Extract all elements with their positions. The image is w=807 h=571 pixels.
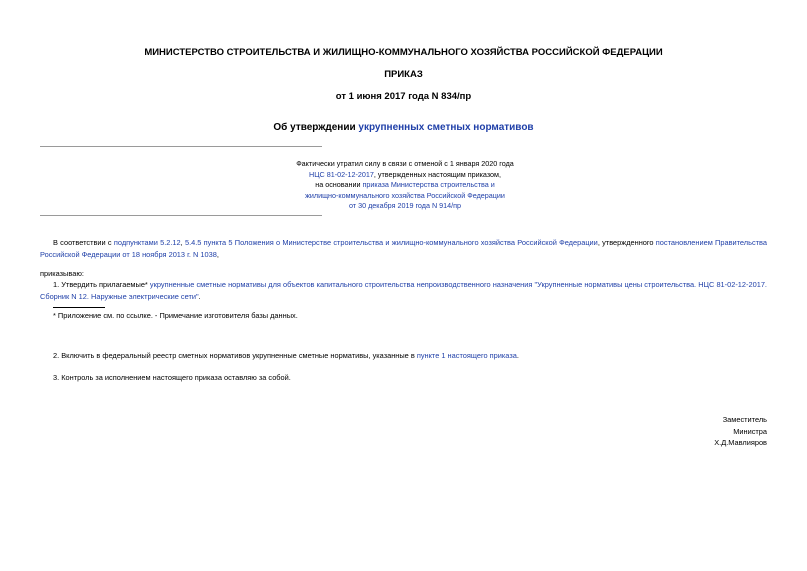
document-title	[40, 122, 767, 133]
divider-top	[40, 146, 322, 147]
signature-name: Х.Д.Мавлияров	[714, 438, 767, 447]
preamble-text-3: , утвержденного	[597, 238, 656, 247]
doc-type-heading: ПРИКАЗ	[384, 69, 423, 80]
status-note	[190, 159, 620, 212]
point-1-link[interactable]: пункте 1 настоящего приказа	[416, 351, 517, 360]
order-link-part3[interactable]: от 30 декабря 2019 года N 914/пр	[348, 201, 462, 210]
footnote: * Приложение см. по ссылке. - Примечание изготовителя базы данных.	[53, 311, 298, 320]
ncs-link[interactable]: НЦС 81-02-12-2017	[309, 169, 374, 179]
title-link[interactable]: укрупненных сметных нормативов	[358, 122, 534, 133]
status-note-line3-text: на основании	[315, 180, 363, 189]
status-note-line1: Фактически утратил силу в связи с отменой с 1 января 2020 года	[296, 159, 514, 168]
preamble-text-2: ,	[180, 238, 185, 247]
footnote-divider	[53, 307, 105, 308]
status-note-line2	[190, 170, 620, 181]
order-word: приказываю:	[40, 269, 84, 278]
item-1-text-2: .	[198, 292, 201, 301]
preamble-paragraph	[40, 237, 767, 261]
item-1-paragraph	[40, 279, 767, 303]
status-note-line2-text: , утвержденных настоящим приказом,	[373, 169, 501, 179]
government-decree-link[interactable]: постановлением Правительства Российской Федерации от 18 ноября 2013 г. N 1038	[40, 238, 767, 259]
subparagraph-link[interactable]: подпунктами 5.2.12	[113, 238, 181, 247]
status-note-line5	[190, 201, 620, 212]
item-2-paragraph	[40, 350, 767, 362]
regulation-link[interactable]: 5.4.5 пункта 5 Положения о Министерстве строительства и жилищно-коммунального хозяйства Российской Федерации	[184, 238, 598, 247]
item-3-paragraph: 3. Контроль за исполнением настоящего приказа оставляю за собой.	[53, 373, 291, 382]
item-2-text-1: 2. Включить в федеральный реестр сметных нормативов укрупненные сметные нормативы, указанные в	[53, 351, 417, 360]
signature-position-2: Министра	[733, 426, 767, 436]
signature-block	[567, 414, 767, 449]
ministry-heading: МИНИСТЕРСТВО СТРОИТЕЛЬСТВА И ЖИЛИЩНО-КОММУНАЛЬНОГО ХОЗЯЙСТВА РОССИЙСКОЙ ФЕДЕРАЦИИ	[144, 47, 663, 58]
item-1-text-1: 1. Утвердить прилагаемые*	[53, 280, 150, 289]
date-number-heading: от 1 июня 2017 года N 834/пр	[335, 91, 472, 102]
status-note-line3	[190, 180, 620, 191]
order-link-part2[interactable]: жилищно-коммунального хозяйства Российской Федерации	[305, 190, 505, 200]
preamble-text-4: ,	[216, 250, 219, 259]
preamble-text-1: В соответствии с	[53, 238, 114, 247]
signature-position-1: Заместитель	[722, 415, 767, 424]
status-note-line4	[190, 191, 620, 202]
order-link-part1[interactable]: приказа Министерства строительства и	[362, 180, 495, 189]
norms-link[interactable]: укрупненные сметные нормативы для объектов капитального строительства непроизводственного назначения "Укрупненные нормативы цены строительства. НЦС 81-02-12-2017. Сборник N 12. Наружные электрические сети"	[40, 280, 767, 301]
divider-bottom	[40, 215, 322, 216]
item-2-text-2: .	[516, 351, 519, 360]
title-prefix: Об утверждении	[273, 122, 359, 133]
